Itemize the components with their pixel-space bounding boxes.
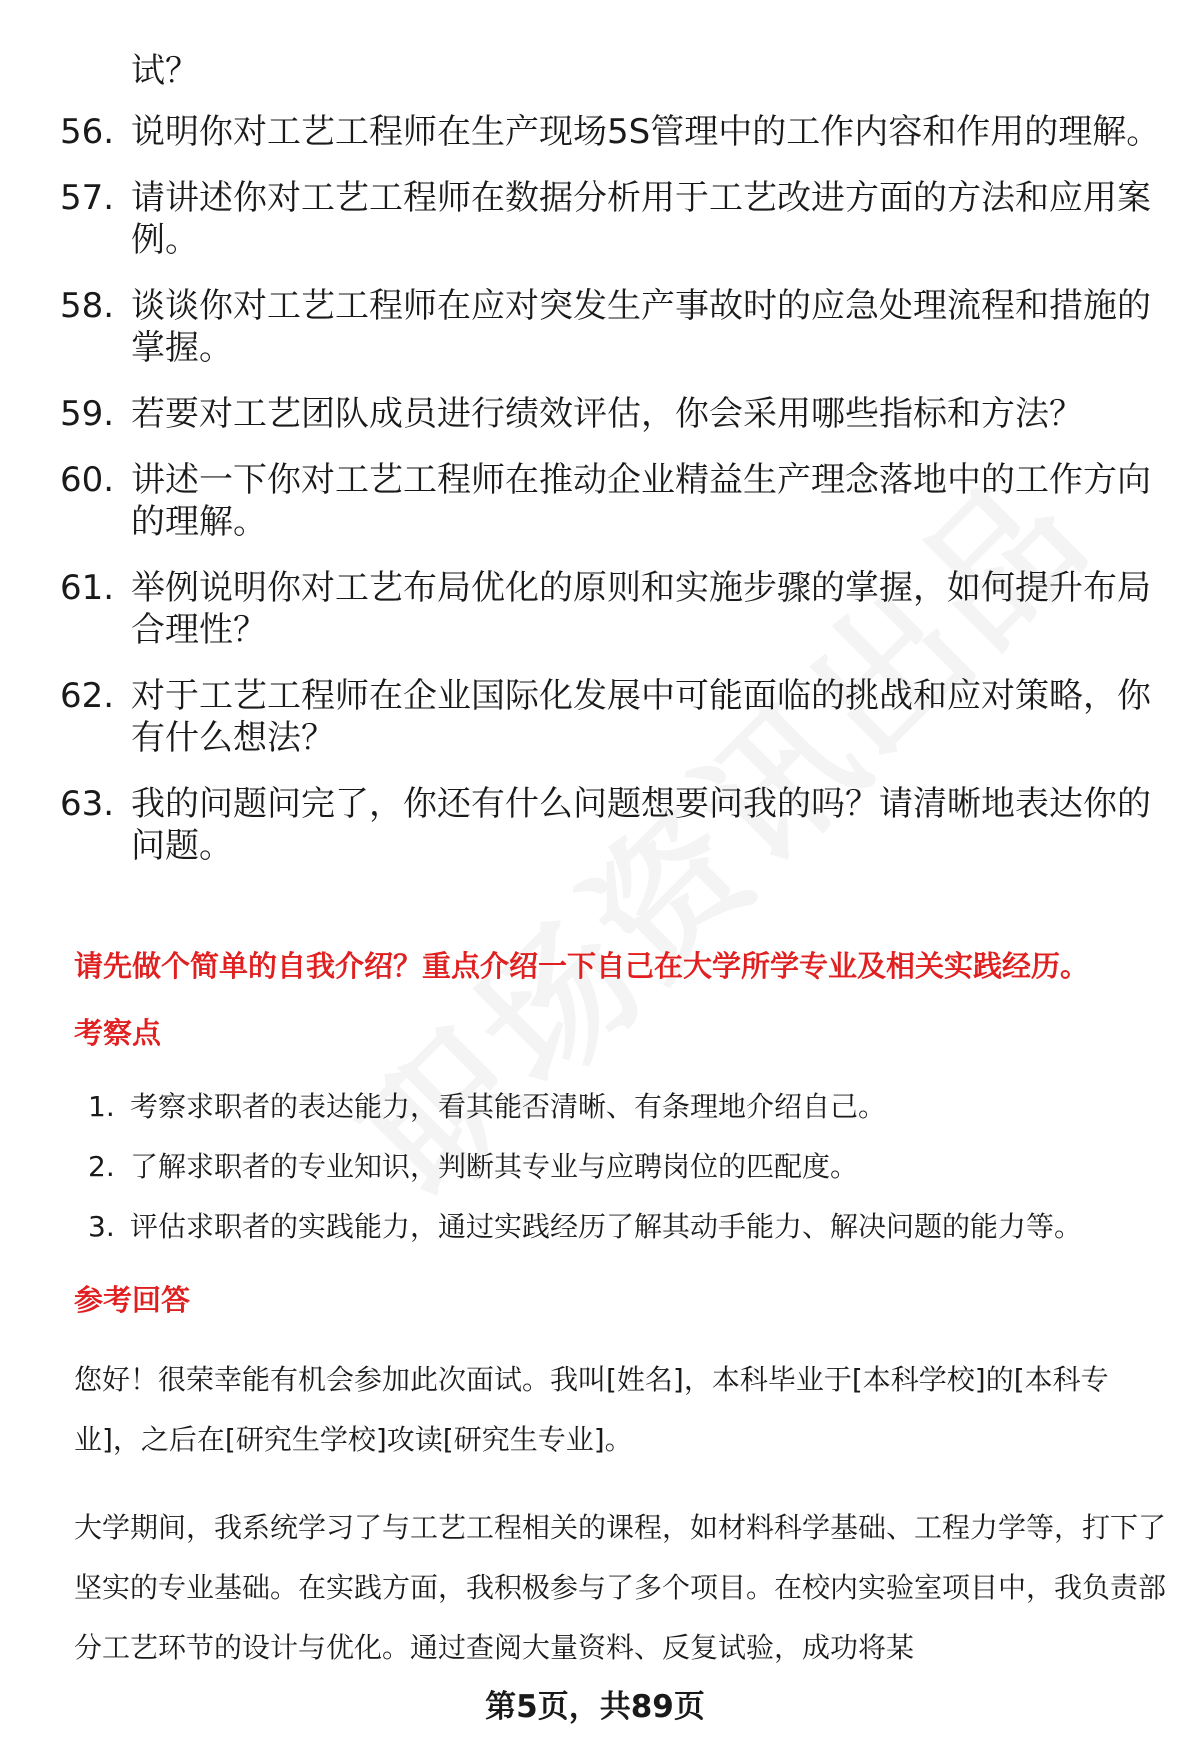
- question-item: [60, 285, 1170, 369]
- points-list: [88, 1087, 1178, 1267]
- question-text: 讲述一下你对工艺工程师在推动企业精益生产理念落地中的工作方向的理解。: [131, 460, 1151, 542]
- point-item: [88, 1147, 1178, 1187]
- question-text: 对于工艺工程师在企业国际化发展中可能面临的挑战和应对策略，你有什么想法？: [131, 676, 1151, 758]
- question-text: 请讲述你对工艺工程师在数据分析用于工艺改进方面的方法和应用案例。: [131, 178, 1151, 260]
- point-text: 评估求职者的实践能力，通过实践经历了解其动手能力、解决问题的能力等。: [130, 1210, 1083, 1243]
- question-item: [60, 783, 1170, 867]
- answer-paragraph: 大学期间，我系统学习了与工艺工程相关的课程，如材料科学基础、工程力学等，打下了坚实的专业基础。在实践方面，我积极参与了多个项目。在校内实验室项目中，我负责部分工艺环节的设计与优化。通过查阅大量资料、反复试验，成功将某: [74, 1511, 1167, 1664]
- point-text: 了解求职者的专业知识，判断其专业与应聘岗位的匹配度。: [130, 1150, 859, 1183]
- answer-heading: 参考回答: [74, 1283, 191, 1317]
- question-text: 举例说明你对工艺布局优化的原则和实施步骤的掌握，如何提升布局合理性？: [131, 568, 1151, 650]
- point-number: 1.: [88, 1090, 115, 1123]
- question-number: 62.: [60, 676, 115, 716]
- question-list: [60, 111, 1170, 891]
- question-item: [60, 567, 1170, 651]
- point-number: 2.: [88, 1150, 115, 1183]
- question-text: 谈谈你对工艺工程师在应对突发生产事故时的应急处理流程和措施的掌握。: [131, 286, 1151, 368]
- question-number: 63.: [60, 784, 115, 824]
- question-number: 59.: [60, 394, 115, 434]
- point-item: [88, 1207, 1178, 1247]
- point-item: [88, 1087, 1178, 1127]
- question-text: 若要对工艺团队成员进行绩效评估，你会采用哪些指标和方法？: [131, 394, 1083, 434]
- question-number: 61.: [60, 568, 115, 608]
- question-number: 57.: [60, 178, 115, 218]
- question-number: 56.: [60, 112, 115, 152]
- points-heading: 考察点: [74, 1016, 162, 1050]
- question-item: [60, 111, 1170, 153]
- point-text: 考察求职者的表达能力，看其能否清晰、有条理地介绍自己。: [130, 1090, 887, 1123]
- question-text: 我的问题问完了，你还有什么问题想要问我的吗？请清晰地表达你的问题。: [131, 784, 1151, 866]
- question-number: 60.: [60, 460, 115, 500]
- point-number: 3.: [88, 1210, 115, 1243]
- section-question-title: 请先做个简单的自我介绍？重点介绍一下自己在大学所学专业及相关实践经历。: [74, 949, 1090, 983]
- question-item: [60, 675, 1170, 759]
- question-item: [60, 459, 1170, 543]
- continued-question-text: 试？: [131, 51, 199, 91]
- question-number: 58.: [60, 286, 115, 326]
- question-item: [60, 177, 1170, 261]
- question-text: 说明你对工艺工程师在生产现场5S管理中的工作内容和作用的理解。: [131, 112, 1161, 152]
- question-item: [60, 393, 1170, 435]
- page-footer: 第5页，共89页: [485, 1689, 705, 1725]
- answer-paragraph: 您好！很荣幸能有机会参加此次面试。我叫[姓名]，本科毕业于[本科学校]的[本科专业]，之后在[研究生学校]攻读[研究生专业]。: [74, 1363, 1109, 1456]
